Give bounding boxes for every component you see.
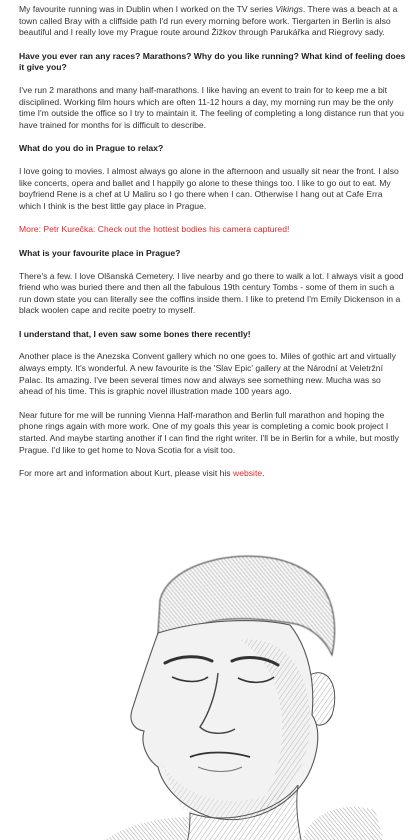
series-title: Vikings	[275, 4, 303, 14]
more-link[interactable]: Petr Kurečka: Check out the hottest bodies his camera captured!	[43, 224, 290, 235]
website-link[interactable]: website	[233, 468, 263, 479]
paragraph-cemetery: There's a few. I love Olšanská Cemetery. I live nearby and go there to walk a lot. I always visit a good friend who was buried there and then all the fabulous 19th century Tombs - some of them in such a run down state you can literally see the coffins inside them. I like to pretend I'm Emily Dickenson in a black woolen cape and recite poetry to myself.	[19, 270, 404, 316]
portrait-sketch-drawing	[40, 545, 385, 840]
portrait-sketch	[40, 545, 385, 840]
more-line: More: Petr Kurečka: Check out the hottest bodies his camera captured!	[19, 224, 290, 235]
paragraph-dublin: My favourite running was in Dublin when I worked on the TV series Vikings. There was a beach at a town called Bray with a cliffside path I'd run every morning before work. Tiergarten in Berlin is also beautiful and I really love my Prague route around Žižkov through Parukářka and Riegrovy sady.	[19, 4, 398, 38]
paragraph-marathons: I've run 2 marathons and many half-marathons. I like having an event to train for to keep me a bit disciplined. Working film hours which are often 11-12 hours a day, my morning run may be the only time I'm outside the office so I try to maintain it. The feeling of completing a long distance run that you have trained for months for is difficult to describe.	[19, 84, 404, 130]
question-races: Have you ever ran any races? Marathons? Why do you like running? What kind of feeling does it give you?	[19, 50, 406, 73]
question-relax: What do you do in Prague to relax?	[19, 143, 164, 154]
paragraph-future: Near future for me will be running Vienna Half-marathon and Berlin full marathon and hoping the phone rings again with more work. One of my goals this year is completing a comic book project I started. And maybe starting another if I can find the right writer. I'll be in Berlin for a while, but mostly Prague. I'd like to get home to Nova Scotia for a visit too.	[19, 409, 399, 455]
statement-bones: I understand that, I even saw some bones there recently!	[19, 328, 251, 339]
question-favourite-place: What is your favourite place in Prague?	[19, 247, 181, 258]
paragraph-gallery: Another place is the Anezska Convent gallery which no one goes to. Miles of gothic art and virtually always empty. It's wonderful. A new favourite is the 'Slav Epic' gallery at the Národní at Veletržní Palac. Its amazing. I've been several times now and always see something new. Mucha was so ahead of his time. This is graphic novel illustration made 100 years ago.	[19, 351, 396, 397]
paragraph-website: For more art and information about Kurt, please visit his website.	[19, 468, 265, 479]
paragraph-relax: I love going to movies. I almost always go alone in the afternoon and usually sit near the front. I also like concerts, opera and ballet and I happily go alone to these things too. I like to go out to eat. My boyfriend Rene is a chef at U Maliru so I go there when I can. Otherwise I hang out at Cafe Erra which I think is the best little gay place in Prague.	[19, 165, 399, 211]
